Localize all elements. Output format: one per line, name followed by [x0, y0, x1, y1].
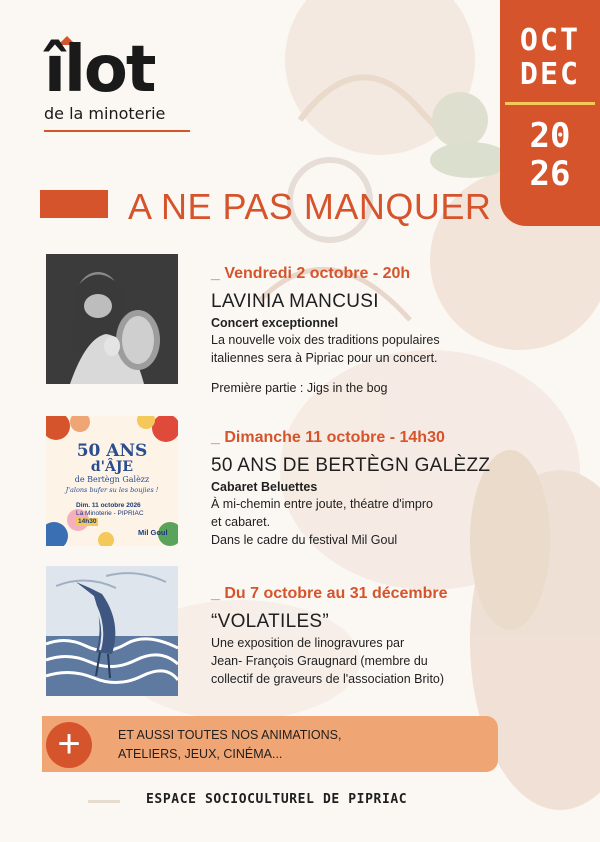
event-date: _ Du 7 octobre au 31 décembre: [211, 585, 448, 602]
date-range-badge: [500, 0, 600, 226]
event-description: italiennes sera à Pipriac pour un concert.: [211, 351, 438, 365]
footer-bar: [88, 800, 120, 803]
event-description: Une exposition de linogravures par: [211, 636, 405, 650]
section-title: A NE PAS MANQUER: [128, 186, 492, 227]
event-description: La nouvelle voix des traditions populaires: [211, 333, 440, 347]
month-end: DEC: [519, 57, 581, 92]
event-photo: [46, 254, 178, 384]
event-title: “VOLATILES”: [211, 611, 330, 632]
poster-date: Dim. 11 octobre 2026: [76, 502, 141, 509]
event-date: _ Vendredi 2 octobre - 20h: [211, 265, 411, 282]
event-date: _ Dimanche 11 octobre - 14h30: [211, 429, 445, 446]
event-title: 50 ANS DE BERTÈGN GALÈZZ: [211, 455, 491, 476]
logo-subtitle: de la minoterie: [44, 104, 166, 123]
event-description: Jean- François Graugnard (membre du: [211, 654, 428, 668]
event-title: LAVINIA MANCUSI: [211, 291, 379, 312]
month-start: OCT: [519, 23, 581, 58]
poster-line3: de Bertègn Galèzz: [74, 475, 150, 484]
event-description: À mi-chemin entre joute, théatre d'impro: [211, 497, 433, 511]
plus-icon: +: [46, 722, 92, 768]
event-subtitle: Concert exceptionnel: [211, 316, 339, 330]
event-poster: [46, 416, 178, 546]
event-engraving: [46, 566, 178, 696]
event-subtitle: Cabaret Beluettes: [211, 480, 318, 494]
event-note: Dans le cadre du festival Mil Goul: [211, 533, 398, 547]
more-activities-banner: [42, 716, 498, 772]
musician-photo-icon: [46, 254, 178, 384]
poster-line2: d'ÂJE: [90, 459, 134, 475]
date-divider: [505, 102, 595, 105]
poster-place: La Minoterie - PIPRIAC: [76, 510, 144, 517]
poster-line4: J'alons bufer su les boujies !: [65, 486, 159, 494]
event-note: Première partie : Jigs in the bog: [211, 381, 388, 395]
poster-time: 14h30: [78, 518, 97, 525]
poster-line1: 50 ANS: [76, 441, 148, 461]
year-top: 20: [529, 116, 571, 156]
more-line1: ET AUSSI TOUTES NOS ANIMATIONS,: [118, 728, 342, 742]
logo-underline: [44, 130, 190, 132]
logo: [40, 33, 200, 138]
heron-linocut-icon: [46, 566, 178, 696]
poster-brand: Mil Goul: [138, 528, 168, 537]
event-description: collectif de graveurs de l'association Brito): [211, 672, 445, 686]
banner-bar: [40, 190, 108, 218]
footer-text: ESPACE SOCIOCULTUREL DE PIPRIAC: [146, 792, 408, 807]
more-line2: ATELIERS, JEUX, CINÉMA...: [118, 747, 283, 761]
logo-wordmark: îlot: [44, 33, 155, 107]
event-description: et cabaret.: [211, 515, 271, 529]
year-bottom: 26: [529, 154, 571, 194]
